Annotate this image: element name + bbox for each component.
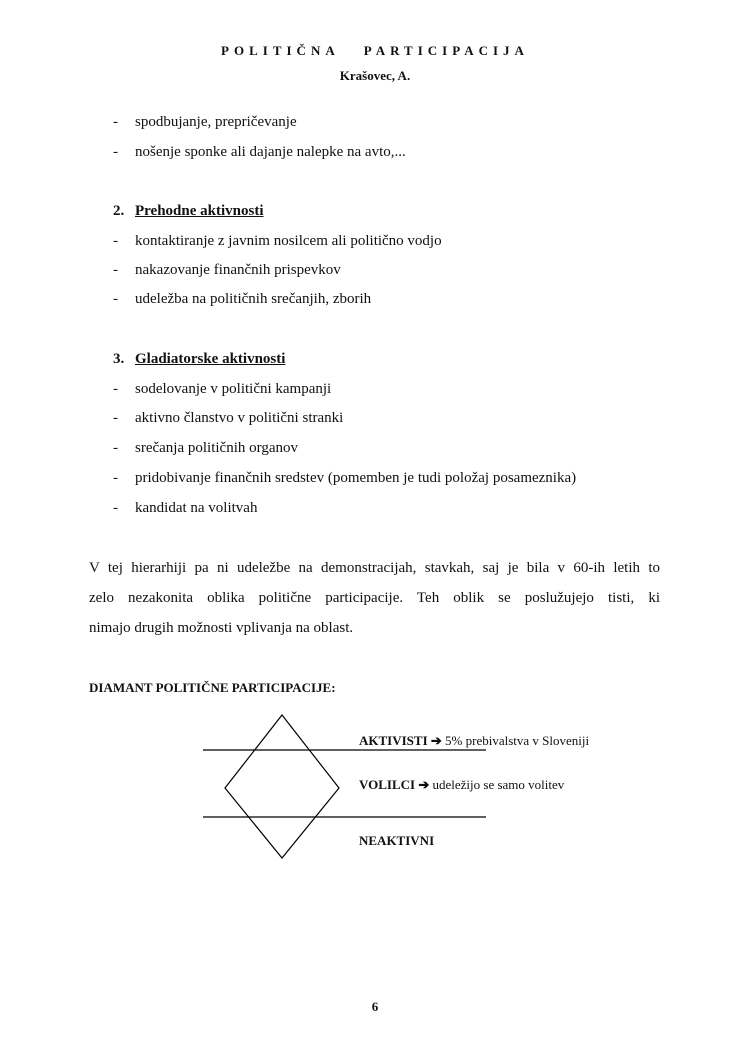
list-item: kontaktiranje z javnim nosilcem ali politično vodjo	[135, 233, 442, 249]
bullet-dash: -	[113, 233, 118, 249]
page-header-title: POLITIČNA PARTICIPACIJA	[221, 43, 529, 58]
bullet-dash: -	[113, 291, 118, 307]
level-aktivisti	[359, 733, 589, 749]
level-neaktivni	[359, 833, 434, 849]
level-desc: udeležijo se samo volitev	[432, 777, 565, 792]
paragraph-line: V tej hierarhiji pa ni udeležbe na demonstracijah, stavkah, saj je bila v 60-ih letih to	[89, 560, 660, 576]
level-name: NEAKTIVNI	[359, 833, 435, 848]
paragraph-line: zelo nezakonita oblika politične participacije. Teh oblik se poslužujejo tisti, ki	[89, 590, 660, 606]
arrow-icon: ➔	[418, 777, 430, 792]
page-header-author: Krašovec, A.	[339, 68, 411, 83]
diamond-shape	[225, 715, 339, 858]
list-item: nošenje sponke ali dajanje nalepke na avto,...	[135, 144, 406, 160]
section-number: 2.	[113, 203, 125, 219]
list-item: udeležba na političnih srečanjih, zborih	[135, 291, 372, 307]
list-item: sodelovanje v politični kampanji	[135, 381, 332, 397]
section-number: 3.	[113, 351, 125, 367]
bullet-dash: -	[113, 144, 118, 160]
level-volilci	[359, 777, 564, 793]
bullet-dash: -	[113, 410, 118, 426]
page-number: 6	[371, 999, 379, 1014]
bullet-dash: -	[113, 470, 118, 486]
arrow-icon: ➔	[430, 733, 442, 748]
list-item: pridobivanje finančnih sredstev (pomemben je tudi položaj posameznika)	[135, 470, 577, 486]
list-item: kandidat na volitvah	[135, 500, 258, 516]
list-item: aktivno članstvo v politični stranki	[135, 410, 344, 426]
bullet-dash: -	[113, 114, 118, 130]
section-heading: Prehodne aktivnosti	[135, 203, 264, 219]
section-heading: Gladiatorske aktivnosti	[135, 351, 286, 367]
level-name: AKTIVISTI	[359, 733, 428, 748]
paragraph-line: nimajo drugih možnosti vplivanja na oblast.	[89, 620, 354, 636]
diagram-heading: DIAMANT POLITIČNE PARTICIPACIJE:	[89, 680, 336, 695]
bullet-dash: -	[113, 500, 118, 516]
bullet-dash: -	[113, 262, 118, 278]
bullet-dash: -	[113, 440, 118, 456]
list-item: spodbujanje, prepričevanje	[135, 114, 297, 130]
level-name: VOLILCI	[359, 777, 416, 792]
level-desc: 5% prebivalstva v Sloveniji	[445, 733, 590, 748]
list-item: srečanja političnih organov	[135, 440, 299, 456]
list-item: nakazovanje finančnih prispevkov	[135, 262, 341, 278]
bullet-dash: -	[113, 381, 118, 397]
